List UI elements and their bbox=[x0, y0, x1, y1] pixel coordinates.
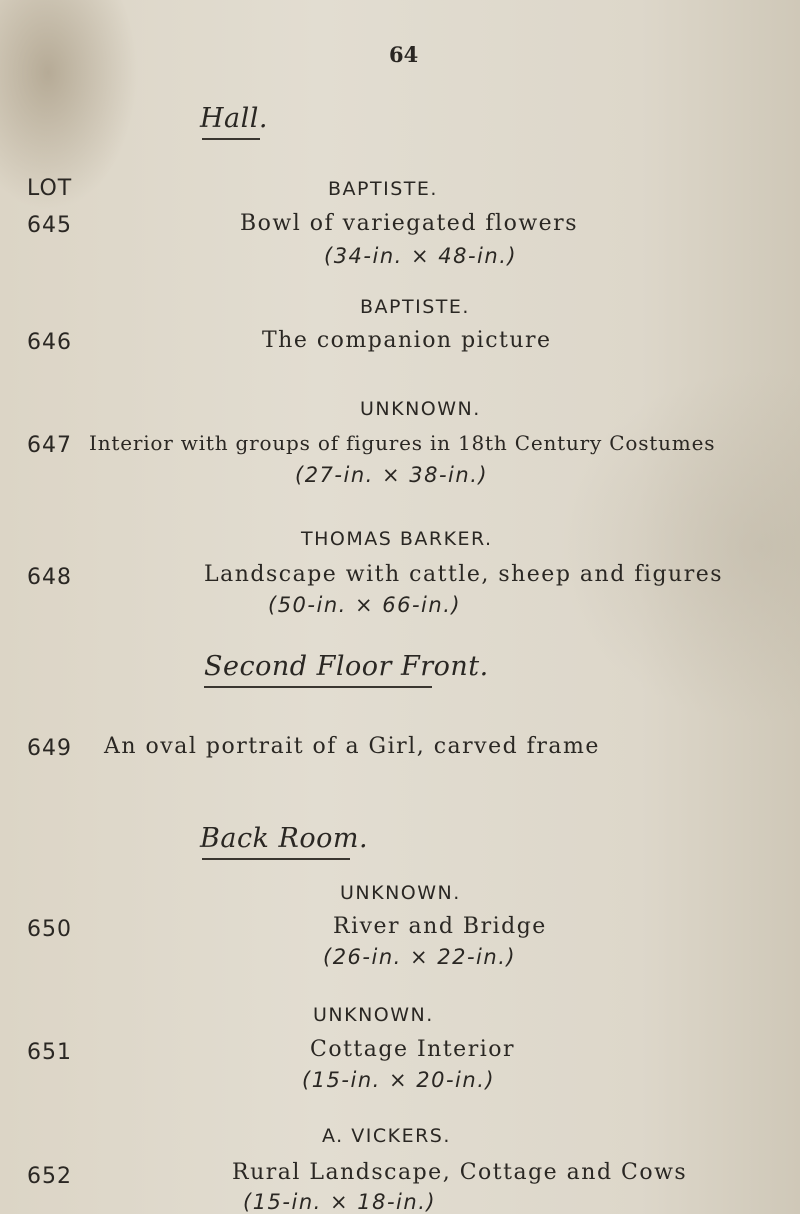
lot-number: 649 bbox=[27, 736, 72, 761]
lot-title: Rural Landscape, Cottage and Cows bbox=[232, 1160, 688, 1185]
lot-dimensions: (27-in. × 38-in.) bbox=[295, 463, 489, 487]
lot-artist: UNKNOWN. bbox=[360, 398, 481, 420]
lot-artist: UNKNOWN. bbox=[340, 882, 461, 904]
lot-number: 647 bbox=[27, 433, 72, 458]
lot-artist: UNKNOWN. bbox=[313, 1004, 434, 1026]
lot-artist: THOMAS BARKER. bbox=[301, 528, 493, 550]
lot-title: Landscape with cattle, sheep and figures bbox=[204, 562, 724, 587]
lot-artist: BAPTISTE. bbox=[360, 296, 470, 318]
lot-artist: BAPTISTE. bbox=[328, 178, 438, 200]
section-underline bbox=[202, 138, 260, 140]
lot-title: An oval portrait of a Girl, carved frame bbox=[104, 734, 600, 759]
lot-title: Cottage Interior bbox=[310, 1037, 516, 1062]
lot-dimensions: (34-in. × 48-in.) bbox=[324, 244, 518, 268]
lot-number: 650 bbox=[27, 917, 72, 942]
lot-column-header: LOT bbox=[27, 176, 73, 201]
lot-title: Bowl of variegated flowers bbox=[240, 211, 578, 236]
lot-number: 651 bbox=[27, 1040, 72, 1065]
lot-dimensions: (26-in. × 22-in.) bbox=[323, 945, 517, 969]
lot-number: 646 bbox=[27, 330, 72, 355]
page-number: 64 bbox=[389, 42, 419, 67]
lot-dimensions: (15-in. × 20-in.) bbox=[302, 1068, 496, 1092]
section-underline bbox=[204, 686, 432, 688]
section-heading-hall: Hall. bbox=[200, 103, 268, 134]
section-underline bbox=[202, 858, 350, 860]
lot-number: 645 bbox=[27, 213, 72, 238]
lot-number: 652 bbox=[27, 1164, 72, 1189]
section-heading-back-room: Back Room. bbox=[200, 823, 369, 854]
lot-title: The companion picture bbox=[262, 328, 552, 353]
lot-artist: A. VICKERS. bbox=[322, 1125, 451, 1147]
lot-title: River and Bridge bbox=[333, 914, 547, 939]
lot-title: Interior with groups of figures in 18th Century Costumes bbox=[89, 431, 716, 455]
lot-dimensions: (50-in. × 66-in.) bbox=[268, 593, 462, 617]
section-heading-second-floor-front: Second Floor Front. bbox=[204, 651, 489, 682]
lot-number: 648 bbox=[27, 565, 72, 590]
lot-dimensions: (15-in. × 18-in.) bbox=[243, 1190, 437, 1214]
